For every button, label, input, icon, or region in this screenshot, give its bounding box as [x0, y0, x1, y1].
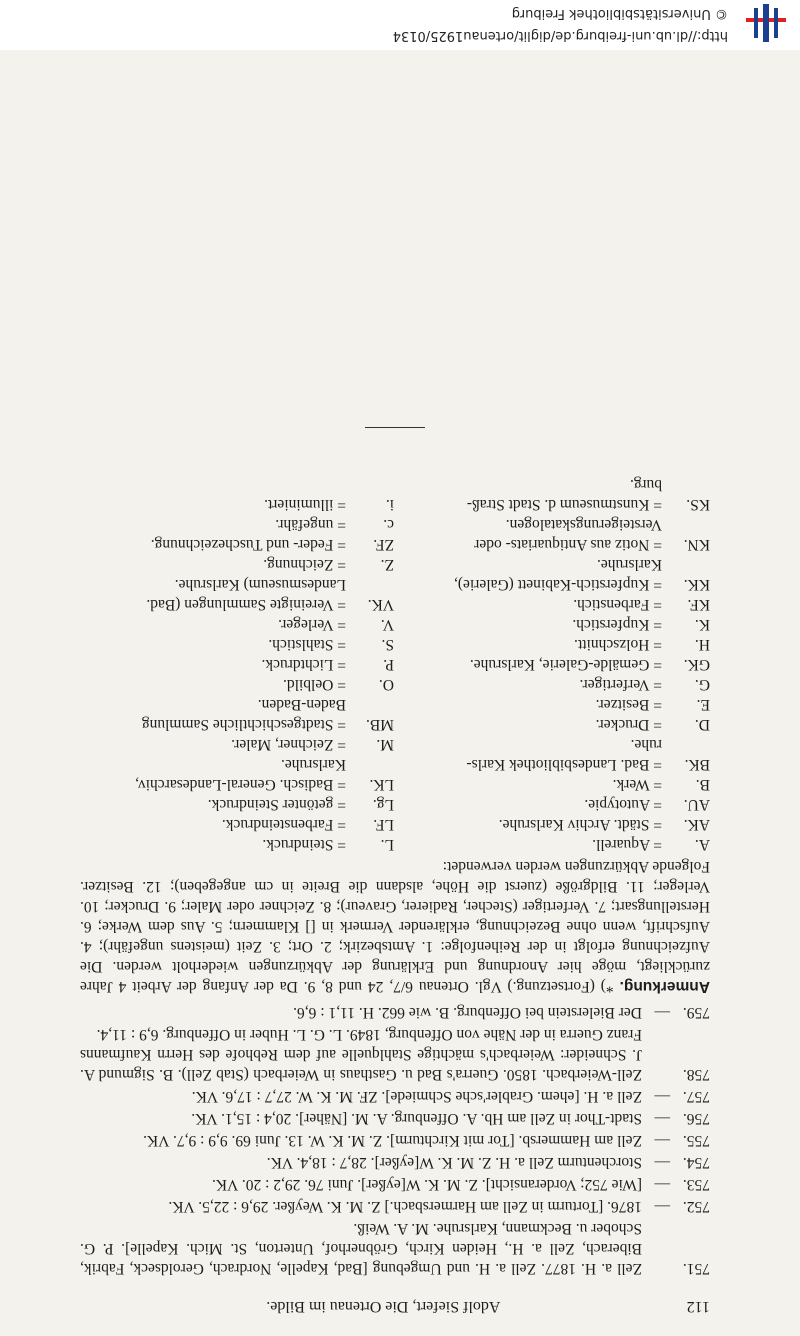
abbreviation-value: = Stadtgeschichtliche Sammlung [141, 716, 346, 733]
abbreviation-value: = Besitzer. [595, 696, 662, 713]
catalog-entry [80, 1024, 710, 1084]
abbreviation-key: i. [385, 496, 394, 513]
scanned-page-area [0, 50, 800, 1336]
entry-dash: — [654, 1198, 670, 1215]
abbreviation-key: L. [380, 836, 394, 853]
entry-text: Der Bielerstein bei Offenburg. B. wie 662. H. 11,1 : 6,6. [293, 1004, 642, 1021]
abbreviation-key: K. [694, 616, 710, 633]
abbreviation-key: c. [383, 516, 394, 533]
section-rule [365, 427, 425, 428]
abbreviation-key [670, 514, 710, 534]
entry-text: Stadt-Thor in Zell am Hb. A. Offenburg. A. M. [Näher]. 20,4 : 15,1. VK. [191, 1110, 642, 1127]
abbreviation-value: = Farbensteindruck. [221, 816, 346, 833]
entry-dash [642, 1024, 670, 1084]
abbreviation-value: = Vereinigte Sammlungen (Bad. [146, 596, 346, 613]
abbreviation-key: MB. [366, 716, 394, 733]
abbreviation-value: Versteigerungskatalogen. [505, 516, 662, 533]
abbreviation-value: = Drucker. [595, 716, 662, 733]
page-number: 112 [686, 1298, 710, 1315]
catalog-entry [80, 1002, 710, 1022]
scanned-page [0, 50, 800, 1336]
abbreviation-value: = Verleger. [278, 616, 346, 633]
entry-number: 759. [682, 1004, 710, 1021]
abbreviation-value: = Autotypie. [584, 796, 662, 813]
entry-text: Storchenturm Zell a. H. Z. M. K. W[eyßer]. 28,7 : 18,4. VK. [266, 1154, 642, 1171]
abbreviation-key: S. [381, 636, 394, 653]
entry-dash: — [654, 1110, 670, 1127]
abbreviation-value: = Werk. [612, 776, 662, 793]
abbreviation-key: V. [380, 616, 394, 633]
abbreviation-value: = Kupferstich-Kabinett (Galerie), [453, 576, 662, 593]
abbreviation-value: = Zeichner, Maler. [231, 736, 346, 753]
abbreviation-value: = Aquarell. [592, 836, 662, 853]
abbreviation-value: = Oelbild. [283, 676, 346, 693]
abbreviation-key: KK. [683, 576, 710, 593]
entry-number: 755. [682, 1132, 710, 1149]
banner-url-link[interactable]: http://dl.ub.uni-freiburg.de/diglit/ortenau1925/0134 [392, 28, 728, 43]
abbreviation-key: LK. [369, 776, 394, 793]
entry-number: 754. [682, 1154, 710, 1171]
abbreviation-key: H. [694, 636, 710, 653]
abbreviation-key: KN. [683, 536, 710, 553]
entry-number: 751. [682, 1260, 710, 1277]
abbreviation-key: KF. [687, 596, 710, 613]
abbreviation-key: D. [694, 716, 710, 733]
entry-dash: — [654, 1004, 670, 1021]
abbreviation-value: = Zeichnung. [263, 556, 346, 573]
abbreviation-key [354, 694, 394, 714]
entry-dash: — [654, 1154, 670, 1171]
abbreviation-value: ruhe. [630, 736, 662, 753]
abbreviation-value: = getönter Steindruck. [207, 796, 346, 813]
abbreviation-key: Lg. [372, 796, 394, 813]
catalog-entry [80, 1196, 710, 1216]
abbreviation-key: B. [695, 776, 710, 793]
abbreviation-key: KS. [686, 496, 710, 513]
entry-number: 753. [682, 1176, 710, 1193]
entry-text: 1876. [Torturm in Zell am Harmersbach.] Z. M. K. Weyßer. 29,6 : 22,5. VK. [168, 1198, 642, 1215]
abbreviation-key: ZF. [373, 536, 394, 553]
abbreviation-key: AK. [683, 816, 710, 833]
abbreviation-value: = Kupferstich. [572, 616, 662, 633]
abbreviation-value: = Bad. Landesbibliothek Karls- [466, 756, 662, 773]
entry-text: Zell-Weierbach. 1850. Guerra's Bad u. Gasthaus in Weierbach (Stab Zell). B. Sigmund A. J. Schneider: Weierbach's mächtige Stahlquelle auf dem Rebhofe des Herrn Kaufmanns Franz Guerra in der Nähe von Offenburg, 1849. L. G. L. Huber in Offenburg. 6,9 : 11,4. [80, 1026, 642, 1083]
abbreviation-key: P. [383, 656, 394, 673]
abbreviation-key: Z. [380, 556, 394, 573]
abbreviation-value: = Badisch. General-Landesarchiv, [135, 776, 346, 793]
university-logo-icon [746, 4, 786, 42]
catalog-entry [80, 1174, 710, 1194]
entry-text: Zell a. H. [ehem. Grabler'sche Schmiede]. ZF. M. K. W. 27,7 : 17,6. VK. [191, 1088, 642, 1105]
abbreviation-value: = Farbenstich. [573, 596, 662, 613]
catalog-entry [80, 1108, 710, 1128]
abbreviation-key [354, 574, 394, 594]
abbreviation-value [86, 474, 346, 494]
abbreviation-value: Landesmuseum) Karlsruhe. [174, 576, 346, 593]
entry-number: 757. [682, 1088, 710, 1105]
abbreviation-key [670, 734, 710, 754]
entry-number: 752. [682, 1198, 710, 1215]
catalog-entry [80, 1130, 710, 1150]
entry-text: Zell a. H. 1877. Zell a. H. und Umgebung [Bad, Kapelle, Nordrach, Geroldseck, Fabrik, Biberach, Zell a. H., Heiden Kirch, Gröbnerhof, Unterton, St. Mich. Kapelle]. P. G. Schober u. Beckmann, Karlsruhe. M. A. Weiß. [80, 1220, 642, 1277]
abbreviation-key [670, 554, 710, 574]
abbreviation-key: VK. [367, 596, 394, 613]
abbreviation-value: = Feder- und Tuschezeichnung. [150, 536, 346, 553]
abbreviation-value: = ungefähr. [275, 516, 346, 533]
running-title: Adolf Siefert, Die Ortenau im Bilde. [266, 1298, 501, 1315]
abbreviation-key [354, 474, 394, 494]
catalog-entry [80, 1152, 710, 1172]
abbreviation-value: = Lichtdruck. [261, 656, 346, 673]
abbreviation-value: Karlsruhe. [281, 756, 346, 773]
note-paragraph [80, 856, 710, 996]
page-header [80, 1296, 710, 1316]
abbreviation-value: = Stahlstich. [268, 636, 346, 653]
abbreviation-key: LF. [373, 816, 394, 833]
viewer-banner [0, 0, 800, 51]
entry-dash: — [654, 1132, 670, 1149]
abbreviation-value: = Steindruck. [262, 836, 346, 853]
abbreviation-value: = illuminiert. [264, 496, 346, 513]
entry-text: [Wie 752; Vorderansicht]. Z. M. K. W[eyßer]. Juni 76. 29,2 : 20. VK. [211, 1176, 642, 1193]
abbreviation-value: = Gemälde-Galerie, Karlsruhe. [469, 656, 662, 673]
abbreviation-value: = Verfertiger. [579, 676, 662, 693]
note-label: Anmerkung. [619, 978, 710, 995]
abbreviation-key: E. [696, 696, 710, 713]
abbreviation-key: BK. [684, 756, 710, 773]
banner-copyright: © Universitätsbibliothek Freiburg [511, 6, 728, 21]
abbreviation-value: = Städt. Archiv Karlsruhe. [498, 816, 662, 833]
entry-dash: — [654, 1176, 670, 1193]
abbreviation-key [354, 754, 394, 774]
abbreviation-key: GK. [683, 656, 710, 673]
abbreviation-key: A. [694, 836, 710, 853]
abbreviation-key: G. [694, 676, 710, 693]
catalog-entry [80, 1086, 710, 1106]
entry-number: 756. [682, 1110, 710, 1127]
entry-dash: — [654, 1088, 670, 1105]
abbreviation-key [670, 474, 710, 494]
page-content [80, 427, 710, 1316]
banner-text [8, 2, 728, 46]
note-text: *) (Fortsetzung.) Vgl. Ortenau 6/7, 24 und 8, 9. Da der Anfang der Arbeit 4 Jahre zurückliegt, möge hier Anordnung und Erklärung der Abkürzungen wiederholt werden. Die Aufzeichnung erfolgt in der Reihenfolge: 1. Amtsbezirk; 2. Ort; 3. Zeit (meistens ungefähr); 4. Aufschrift, wenn ohne Bezeichnung, erklärender Vermerk in [] Klammern; 5. Aus dem Werke; 6. Herstellungsart; 7. Verfertiger (Stecher, Radierer, Graveur); 8. Zeichner oder Maler; 9. Drucker; 10. Verleger; 11. Bildgröße (zuerst die Höhe, alsdann die Breite in cm angegeben); 12. Besitzer. Folgende Abkürzungen werden verwendet: [79, 858, 710, 995]
entry-number: 758. [682, 1066, 710, 1083]
catalog-entry [80, 1218, 710, 1278]
abbreviation-value: = Kunstmuseum d. Stadt Straß- [466, 496, 662, 513]
abbreviation-list [80, 474, 710, 854]
abbreviation-value: = Notiz aus Antiquariats- oder [474, 536, 662, 553]
entry-text: Zell am Hammersb. [Tor mit Kirchturm]. Z. M. K. W. 13. Juni 69. 9,9 : 9,7. VK. [143, 1132, 642, 1149]
entry-dash [642, 1218, 670, 1278]
abbreviation-value: Karlsruhe. [597, 556, 662, 573]
abbreviation-value: = Holzschnitt. [574, 636, 662, 653]
abbreviation-key: M. [376, 736, 394, 753]
abbreviation-key: O. [378, 676, 394, 693]
abbreviation-value: burg. [629, 476, 662, 493]
abbreviation-value: Baden-Baden. [257, 696, 346, 713]
abbreviation-key: AU. [683, 796, 710, 813]
